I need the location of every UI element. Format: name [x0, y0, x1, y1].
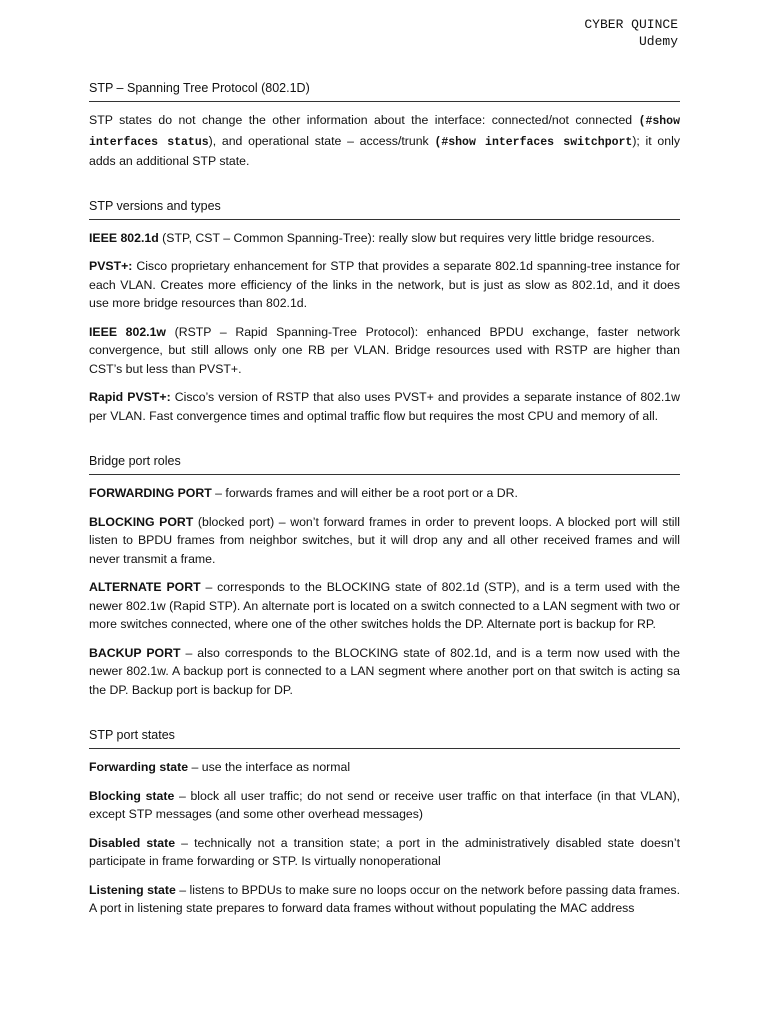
state-item — [89, 787, 680, 824]
state-text: – use the interface as normal — [188, 760, 351, 774]
role-term: FORWARDING PORT — [89, 486, 212, 500]
role-item — [89, 484, 680, 503]
role-text: – also corresponds to the BLOCKING state of 802.1d, and is a term now used with the newer 802.1w. A backup port is connected to a LAN segment where another port on that switch is acting sa the DP. Backup port is backup for DP. — [89, 645, 680, 697]
state-item — [89, 758, 680, 777]
version-term: Rapid PVST+: — [89, 390, 171, 404]
version-term: PVST+: — [89, 259, 133, 273]
state-term: Listening state — [89, 882, 176, 897]
section-versions — [89, 198, 680, 426]
section-port-roles — [89, 453, 680, 699]
role-term: BLOCKING PORT — [89, 514, 194, 529]
state-text: – block all user traffic; do not send or receive user traffic on that interface (in that VLAN), except STP messages (and some other overhead messages) — [89, 788, 680, 821]
role-item — [89, 644, 680, 700]
role-text: – forwards frames and will either be a root port or a DR. — [211, 486, 518, 500]
version-item — [89, 229, 680, 248]
stp-text-3: ); it only adds an additional STP state. — [89, 133, 680, 168]
role-term: ALTERNATE PORT — [89, 580, 201, 594]
version-text: (RSTP – Rapid Spanning-Tree Protocol): enhanced BPDU exchange, faster network convergence, but still allows only one RB per VLAN. Bridge resources used with RSTP are higher than CST’s but less than PVST+. — [89, 324, 681, 376]
stp-text-2: ), and operational state – access/trunk — [208, 133, 435, 148]
stp-text-1: STP states do not change the other information about the interface: connected/not connected — [89, 113, 639, 127]
role-item — [89, 513, 680, 569]
role-item — [89, 578, 680, 634]
version-text: Cisco’s version of RSTP that also uses PVST+ and provides a separate instance of 802.1w per VLAN. Fast convergence times and optimal traffic flow but requires the most CPU and memory of all. — [89, 390, 680, 423]
role-text: – corresponds to the BLOCKING state of 802.1d (STP), and is a term used with the newer 802.1w (Rapid STP). An alternate port is located on a switch connected to a LAN segment with two or more switches connected, where one of the other switches holds the DP. Alternate port is backup for RP. — [89, 580, 680, 631]
state-term: Disabled state — [89, 835, 176, 850]
version-item — [89, 388, 680, 425]
state-item — [89, 881, 680, 918]
role-term: BACKUP PORT — [89, 645, 181, 660]
header-platform: Udemy — [638, 34, 678, 49]
command-show-interfaces-status: (#show interfaces status — [89, 115, 680, 149]
section-title-port-roles: Bridge port roles — [89, 453, 680, 475]
stp-paragraph — [89, 111, 680, 171]
version-text: Cisco proprietary enhancement for STP that provides a separate 802.1d spanning-tree instance for each VLAN. Creates more efficiency of the links in the network, but is just as slow as 802.1d, and it does use more bridge resources than 802.1d. — [89, 259, 680, 310]
header-author: CYBER QUINCE — [584, 17, 678, 32]
state-term: Blocking state — [89, 788, 175, 803]
version-item — [89, 257, 680, 313]
state-term: Forwarding state — [89, 760, 189, 774]
version-item — [89, 323, 680, 379]
section-title-stp: STP – Spanning Tree Protocol (802.1D) — [89, 80, 680, 102]
version-text: (STP, CST – Common Spanning-Tree): really slow but requires very little bridge resources. — [158, 230, 655, 245]
command-show-interfaces-switchport: (#show interfaces switchport — [434, 135, 633, 149]
section-title-port-states: STP port states — [89, 727, 680, 749]
state-item — [89, 834, 680, 871]
state-text: – listens to BPDUs to make sure no loops occur on the network before passing data frames. A port in listening state prepares to forward data frames without without populating the MAC address — [89, 882, 681, 915]
version-term: IEEE 802.1w — [89, 324, 166, 339]
role-text: (blocked port) – won’t forward frames in order to prevent loops. A blocked port will still listen to BPDU frames from neighbor switches, but it will drop any and all other received frames and will never transmit a frame. — [89, 514, 680, 566]
version-term: IEEE 802.1d — [89, 230, 159, 245]
section-stp — [89, 80, 680, 171]
page-header — [584, 16, 678, 50]
section-port-states — [89, 727, 680, 918]
state-text: – technically not a transition state; a port in the administratively disabled state doesn’t participate in frame forwarding or STP. Is virtually nonoperational — [89, 835, 680, 868]
document-body — [89, 80, 680, 946]
section-title-versions: STP versions and types — [89, 198, 680, 220]
